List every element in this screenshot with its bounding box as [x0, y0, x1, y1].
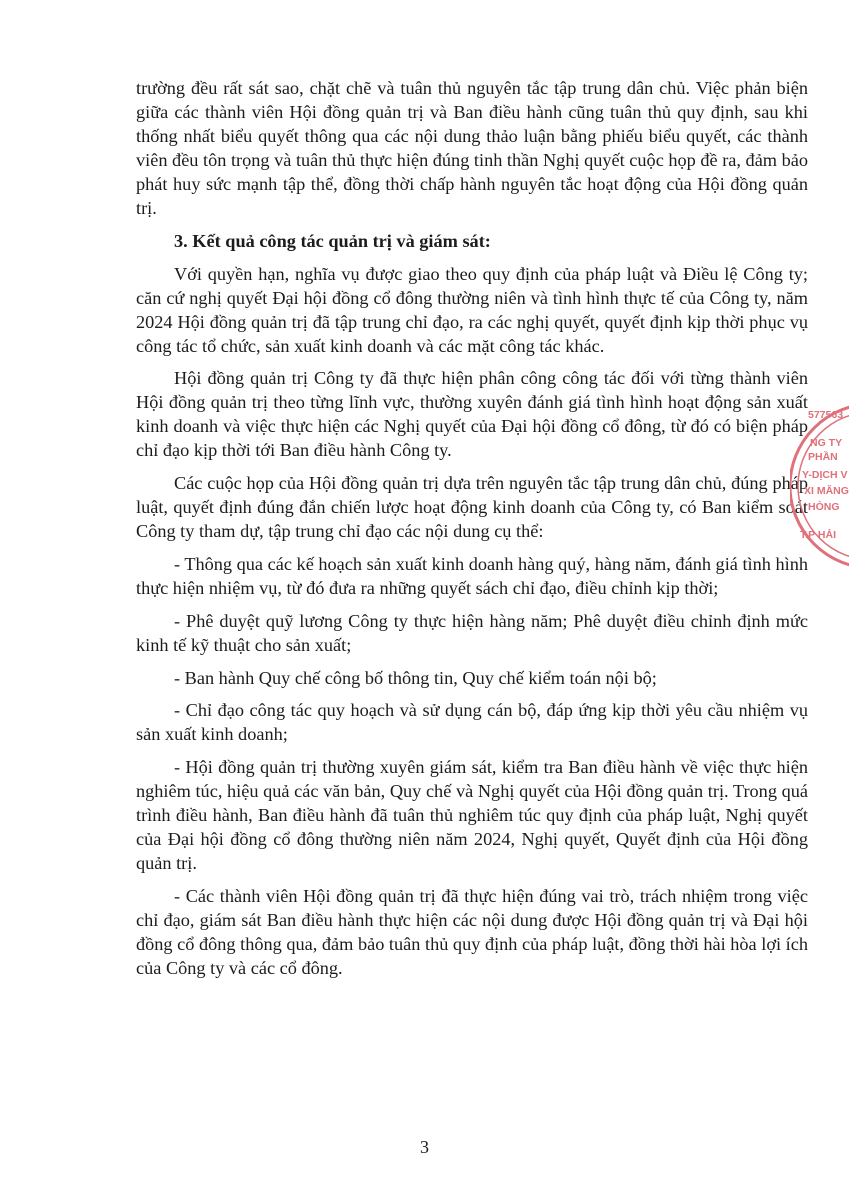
bullet-personnel: - Chỉ đạo công tác quy hoạch và sử dụng cán bộ, đáp ứng kịp thời yêu cầu nhiệm vụ sản xuất kinh doanh; [136, 700, 808, 745]
paragraph-authority: Với quyền hạn, nghĩa vụ được giao theo quy định của pháp luật và Điều lệ Công ty; căn cứ nghị quyết Đại hội đồng cổ đông thường niên và tình hình thực tế của Công ty, năm 2024 Hội đồng quản trị đã tập trung chỉ đạo, ra các nghị quyết, quyết định kịp thời phục vụ công tác tổ chức, sản xuất kinh doanh và các mặt công tác khác. [136, 263, 808, 356]
seal-text-line: PHẦN [808, 451, 838, 463]
seal-text-line: NG TY [810, 437, 843, 449]
bullet-member-roles: - Các thành viên Hội đồng quản trị đã thực hiện đúng vai trò, trách nhiệm trong việc chỉ đạo, giám sát Ban điều hành thực hiện các nội dung được Hội đồng quản trị và Đại hội đồng cổ đông thông qua, đảm bảo tuân thủ quy định của pháp luật, đồng thời hài hòa lợi ích của Công ty và các cổ đông. [136, 885, 808, 978]
company-seal [790, 398, 849, 574]
seal-text-line: T.P HẢI [800, 529, 836, 541]
seal-text-line: 577563 [808, 409, 844, 421]
section-heading: 3. Kết quả công tác quản trị và giám sát: [174, 230, 491, 251]
bullet-supervision: - Hội đồng quản trị thường xuyên giám sát, kiểm tra Ban điều hành về việc thực hiện nghiêm túc, hiệu quả các văn bản, Quy chế và Nghị quyết của Hội đồng quản trị. Trong quá trình điều hành, Ban điều hành đã tuân thủ nghiêm túc quy định của pháp luật, Nghị quyết của Đại hội đồng cổ đông thường niên năm 2024, Nghị quyết, Quyết định của Hội đồng quản trị. [136, 757, 808, 874]
paragraph-continuation: trường đều rất sát sao, chặt chẽ và tuân thủ nguyên tắc tập trung dân chủ. Việc phản biện giữa các thành viên Hội đồng quản trị và Ban điều hành cũng tuân thủ quy định, sau khi thống nhất biểu quyết thông qua các nội dung thảo luận bằng phiếu biểu quyết, các thành viên đều tôn trọng và tuân thủ thực hiện đúng tinh thần Nghị quyết cuộc họp đề ra, đảm bảo phát huy sức mạnh tập thể, đồng thời chấp hành nguyên tắc hoạt động của Hội đồng quản trị. [136, 78, 808, 218]
body-text [136, 76, 808, 980]
paragraph-assignment: Hội đồng quản trị Công ty đã thực hiện phân công công tác đối với từng thành viên Hội đồng quản trị theo từng lĩnh vực, thường xuyên đánh giá tình hình hoạt động sản xuất kinh doanh và việc thực hiện các Nghị quyết của Đại hội đồng cổ đông, từ đó có biện pháp chỉ đạo kịp thời tới Ban điều hành Công ty. [136, 368, 808, 461]
page-number: 3 [420, 1137, 429, 1157]
seal-text-line: HÒNG [808, 501, 840, 513]
seal-text-line: XI MĂNG [804, 485, 849, 497]
bullet-regulations: - Ban hành Quy chế công bố thông tin, Quy chế kiểm toán nội bộ; [174, 667, 657, 688]
bullet-business-plans: - Thông qua các kế hoạch sản xuất kinh doanh hàng quý, hàng năm, đánh giá tình hình thực hiện nhiệm vụ, từ đó đưa ra những quyết sách chỉ đạo, điều chỉnh kịp thời; [136, 553, 808, 598]
paragraph-meetings: Các cuộc họp của Hội đồng quản trị dựa trên nguyên tắc tập trung dân chủ, đúng pháp luật, quyết định đúng đắn chiến lược hoạt động kinh doanh của Công ty, có Ban kiểm soát Công ty tham dự, tập trung chỉ đạo các nội dung cụ thể: [136, 473, 808, 542]
seal-text-line: Y-DỊCH V [802, 469, 848, 481]
bullet-salary-fund: - Phê duyệt quỹ lương Công ty thực hiện hàng năm; Phê duyệt điều chỉnh định mức kinh tế kỹ thuật cho sản xuất; [136, 610, 808, 655]
